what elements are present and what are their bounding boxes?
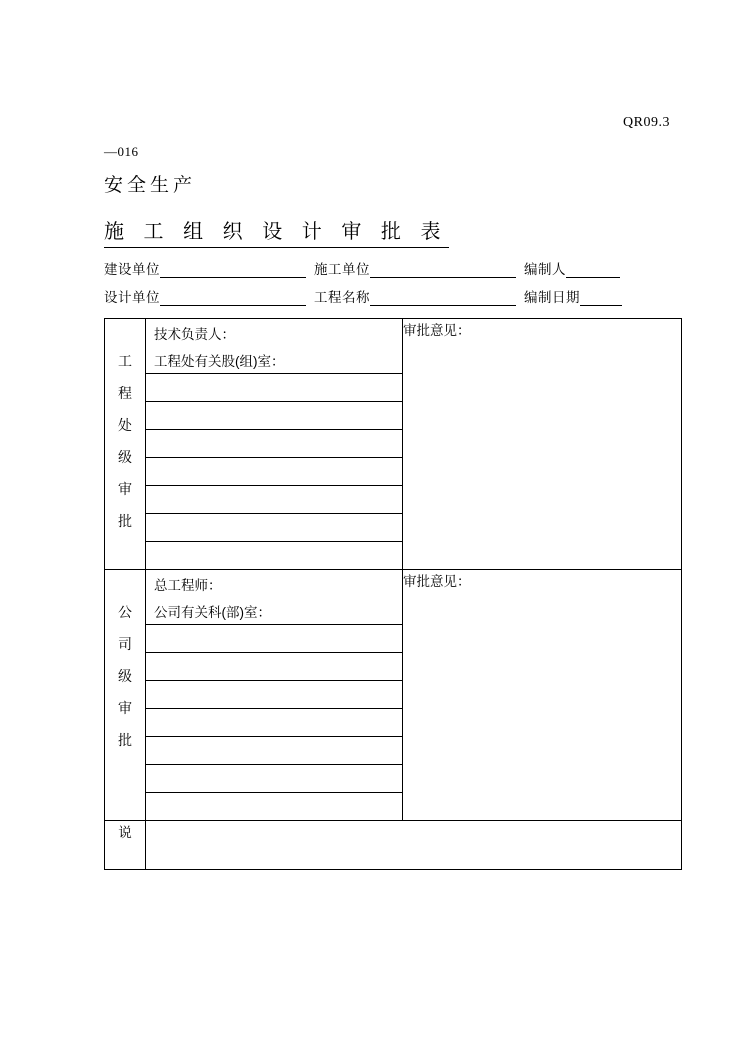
section1-line-1[interactable]: 技术负责人： <box>154 326 235 342</box>
section1-side-label <box>105 319 145 537</box>
section1-line-2[interactable]: 工程处有关股(组)室： <box>146 346 402 374</box>
field-label-contractor-unit: 施工单位 <box>314 262 370 277</box>
table-row-section1 <box>105 319 682 570</box>
field-label-construction-unit: 建设单位 <box>104 262 160 277</box>
table-row-note <box>105 821 682 870</box>
section1-line-6[interactable] <box>146 458 402 486</box>
section1-line-3[interactable] <box>146 374 402 402</box>
section1-lines <box>146 319 402 569</box>
section1-content-cell <box>146 319 403 570</box>
document-title-line2: 施 工 组 织 设 计 审 批 表 <box>104 215 449 248</box>
section2-lines <box>146 570 402 820</box>
side-char: 司 <box>118 636 132 652</box>
section2-line-5[interactable] <box>146 681 402 709</box>
section2-content-cell <box>146 570 403 821</box>
side-char: 级 <box>118 668 132 684</box>
document-code: QR09.3 <box>623 115 670 130</box>
side-char: 处 <box>118 417 132 433</box>
section1-line-8[interactable] <box>146 514 402 542</box>
section2-side-label <box>105 570 145 756</box>
section1-opinion-label: 审批意见： <box>403 323 471 338</box>
side-char: 批 <box>118 732 132 748</box>
field-row-2 <box>104 284 622 306</box>
note-side-label: 说 <box>105 821 146 870</box>
section1-line-9[interactable] <box>146 542 402 570</box>
field-input-date[interactable] <box>580 289 622 306</box>
field-row-1 <box>104 256 620 278</box>
side-char: 审 <box>118 481 132 497</box>
section2-line-9[interactable] <box>146 793 402 821</box>
section1-line-5[interactable] <box>146 430 402 458</box>
field-label-design-unit: 设计单位 <box>104 290 160 305</box>
section2-opinion-cell[interactable] <box>403 570 682 821</box>
field-label-project-name: 工程名称 <box>314 290 370 305</box>
table-row-section2 <box>105 570 682 821</box>
field-input-design-unit[interactable] <box>160 289 306 306</box>
section2-opinion-label: 审批意见： <box>403 574 471 589</box>
section2-line-1[interactable]: 总工程师： <box>154 577 222 593</box>
section1-line-7[interactable] <box>146 486 402 514</box>
section2-line-7[interactable] <box>146 737 402 765</box>
section2-side-label-cell <box>105 570 146 821</box>
section1-line-4[interactable] <box>146 402 402 430</box>
approval-table <box>104 318 682 870</box>
side-char: 公 <box>118 604 132 620</box>
field-label-date: 编制日期 <box>524 290 580 305</box>
section2-line-6[interactable] <box>146 709 402 737</box>
side-char: 程 <box>118 385 132 401</box>
section2-line-3[interactable] <box>146 625 402 653</box>
document-title-line1: 安全生产 <box>104 175 197 196</box>
page-number: —016 <box>104 144 139 159</box>
section2-line-8[interactable] <box>146 765 402 793</box>
section1-side-label-cell <box>105 319 146 570</box>
field-input-author[interactable] <box>566 261 620 278</box>
field-input-contractor-unit[interactable] <box>370 261 516 278</box>
side-char: 工 <box>118 353 132 369</box>
section2-line-4[interactable] <box>146 653 402 681</box>
side-char: 审 <box>118 700 132 716</box>
note-content-cell[interactable] <box>146 821 682 870</box>
field-input-construction-unit[interactable] <box>160 261 306 278</box>
section2-line-2[interactable]: 公司有关科(部)室： <box>146 597 402 625</box>
side-char: 级 <box>118 449 132 465</box>
field-input-project-name[interactable] <box>370 289 516 306</box>
section1-opinion-cell[interactable] <box>403 319 682 570</box>
field-label-author: 编制人 <box>524 262 566 277</box>
side-char: 批 <box>118 513 132 529</box>
